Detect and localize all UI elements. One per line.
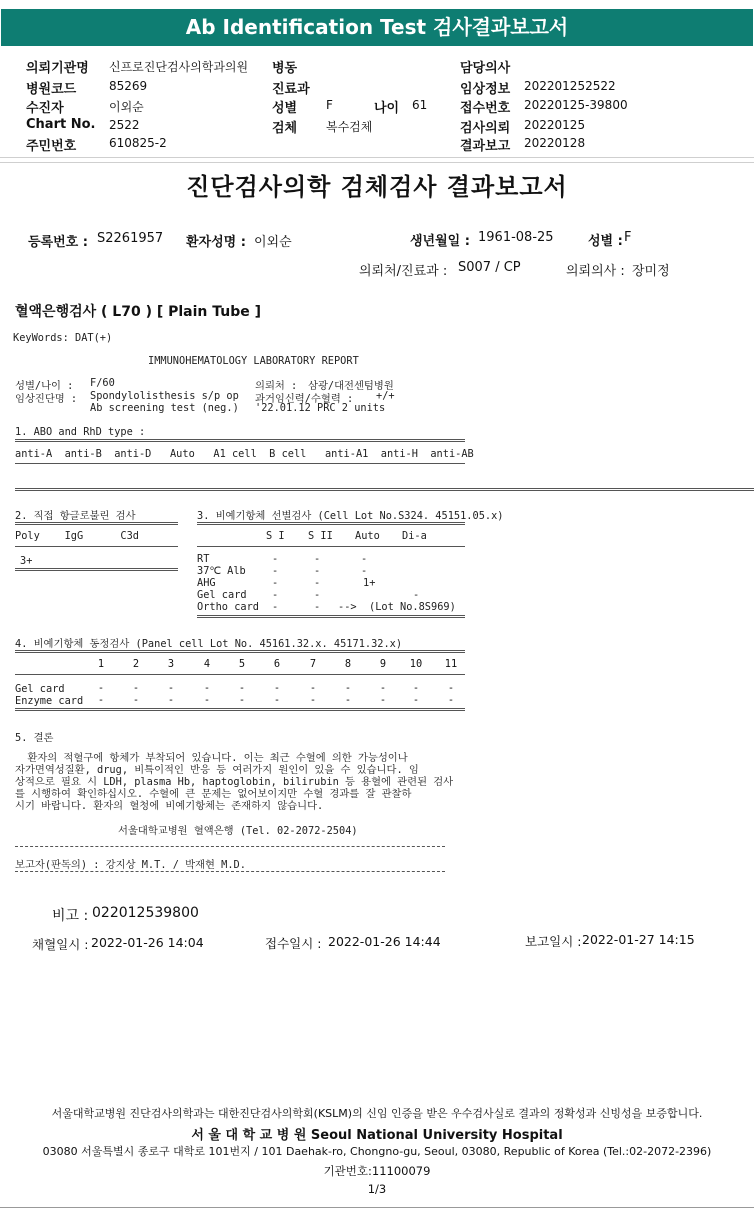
- screen-col-auto: Auto: [355, 530, 380, 542]
- divider: [15, 650, 465, 653]
- referral-label: 의뢰처 :: [255, 380, 298, 392]
- referral-value: 삼광/대전센텀병원: [308, 380, 394, 392]
- panel-cell: -: [344, 682, 352, 694]
- section-panel-title: 4. 비예기항체 동정검사 (Panel cell Lot No. 45161.32.x. 45171.32.x): [15, 638, 403, 650]
- top-bar: [0, 0, 754, 48]
- divider: [15, 871, 445, 872]
- footer-divider: [0, 1207, 754, 1208]
- divider: [15, 568, 178, 571]
- hospital-name: 서 울 대 학 교 병 원 Seoul National University Hospital: [191, 1128, 563, 1143]
- divider: [15, 488, 754, 491]
- panel-col: 9: [379, 658, 387, 670]
- screen-cell: -: [413, 589, 420, 601]
- report-value: 2022-01-27 14:15: [582, 932, 695, 947]
- panel-cell: -: [379, 694, 387, 706]
- screen-cell: -: [272, 601, 279, 613]
- receipt-value: 20220125-39800: [524, 98, 628, 112]
- conclusion-line: 상적으로 필요 시 LDH, plasma Hb, haptoglobin, bilirubin 등 용혈에 관련된 검사: [15, 776, 454, 788]
- dob-label: 생년월일 :: [410, 234, 470, 249]
- age-value: 61: [412, 98, 428, 112]
- sexage-value: F/60: [90, 377, 115, 389]
- specimen-value: 복수검체: [326, 120, 373, 134]
- panel-col: 10: [409, 658, 423, 670]
- panel-cell: -: [309, 694, 317, 706]
- panel-cell: -: [203, 682, 211, 694]
- screen-cell: -: [314, 589, 321, 601]
- divider: [15, 522, 178, 525]
- doctor-label: 담당의사: [460, 61, 511, 76]
- section-conclusion-title: 5. 결론: [15, 732, 54, 744]
- panel-cell: -: [273, 682, 281, 694]
- divider: [15, 546, 178, 547]
- screen-row-label: Gel card: [197, 589, 247, 601]
- panel-col: 1: [97, 658, 105, 670]
- divider: [15, 463, 465, 464]
- sexage-label: 성별/나이 :: [15, 380, 74, 392]
- header-divider-2: [0, 162, 754, 163]
- lab-report-title: IMMUNOHEMATOLOGY LABORATORY REPORT: [148, 355, 359, 367]
- abo-header: anti-A anti-B anti-D Auto A1 cell B cell anti-A1 anti-H anti-AB: [15, 448, 474, 460]
- ref-dept-value: S007 / CP: [458, 260, 521, 275]
- panel-col: 4: [203, 658, 211, 670]
- screen-cell: -: [272, 565, 279, 577]
- conclusion-line: 시기 바랍니다. 환자의 혈청에 비예기항체는 존재하지 않습니다.: [15, 800, 324, 812]
- screen-cell: -: [314, 601, 321, 613]
- specimen-label: 검체: [272, 121, 298, 136]
- patient-label: 수진자: [26, 101, 64, 116]
- conclusion-line: 자가면역성질환, drug, 비특이적인 반응 등 여러가지 원인이 있을 수 있습니다. 임: [15, 764, 419, 776]
- divider: [197, 546, 465, 547]
- institution-number: 기관번호:11100079: [323, 1164, 431, 1178]
- screen-col-sii: S II: [308, 530, 333, 542]
- panel-col: 7: [309, 658, 317, 670]
- screen-cell: -->: [338, 601, 357, 613]
- panel-col: 8: [344, 658, 352, 670]
- rrn-label: 주민번호: [26, 139, 77, 154]
- chart-label: Chart No.: [26, 117, 96, 132]
- history-label: 과거임신력/수혈력 :: [255, 393, 354, 405]
- panel-col: 3: [167, 658, 175, 670]
- screen-cell: -: [272, 553, 279, 565]
- panel-row-label: Enzyme card: [15, 695, 84, 707]
- screen-lot: (Lot No.8S969): [369, 601, 456, 613]
- panel-cell: -: [309, 682, 317, 694]
- dob-value: 1961-08-25: [478, 230, 554, 245]
- request-label: 검사의뢰: [460, 121, 511, 136]
- panel-col: 11: [444, 658, 458, 670]
- screen-row-label: Ortho card: [197, 601, 259, 613]
- report-banner-title: Ab Identification Test 검사결과보고서: [1, 9, 753, 46]
- ref-doctor-label: 의뢰의사 :: [566, 264, 625, 279]
- panel-col: 2: [132, 658, 140, 670]
- clinical-value: 202201252522: [524, 79, 616, 93]
- panel-cell: -: [238, 694, 246, 706]
- note-label: 비고 :: [52, 908, 89, 924]
- panel-cell: -: [132, 682, 140, 694]
- receive-label: 접수일시 :: [265, 936, 322, 951]
- divider: [15, 674, 465, 675]
- result-label: 결과보고: [460, 139, 511, 154]
- screen-row-label: 37℃ Alb: [197, 565, 246, 577]
- dept-label: 진료과: [272, 82, 310, 97]
- panel-cell: -: [447, 694, 455, 706]
- section-abo-title: 1. ABO and RhD type :: [15, 426, 146, 438]
- screen-cell: -: [272, 577, 279, 589]
- dat-header: Poly IgG C3d: [15, 530, 139, 542]
- org-label: 의뢰기관명: [26, 61, 89, 76]
- screen-row-label: AHG: [197, 577, 216, 589]
- panel-cell: -: [167, 694, 175, 706]
- panel-cell: -: [97, 682, 105, 694]
- dat-poly-value: 3+: [20, 555, 33, 567]
- panel-cell: -: [412, 682, 420, 694]
- panel-cell: -: [167, 682, 175, 694]
- sex-value: F: [326, 98, 333, 112]
- screen-cell: -: [314, 565, 321, 577]
- panel-cell: -: [412, 694, 420, 706]
- panel-col: 5: [238, 658, 246, 670]
- ref-dept-label: 의뢰처/진료과 :: [359, 264, 448, 279]
- dx-label: 임상진단명 :: [15, 393, 78, 405]
- divider: [197, 615, 465, 618]
- report-sex-label: 성별 :: [588, 234, 623, 249]
- panel-cell: -: [273, 694, 281, 706]
- clinical-label: 임상정보: [460, 82, 511, 97]
- keywords: KeyWords: DAT(+): [13, 332, 113, 344]
- receipt-label: 접수번호: [460, 101, 511, 116]
- result-value: 20220128: [524, 136, 586, 150]
- certification-text: 서울대학교병원 진단검사의학과는 대한진단검사의학회(KSLM)의 신임 인증을 받은 우수검사실로 결과의 정확성과 신빙성을 보증합니다.: [51, 1107, 703, 1120]
- header-divider: [0, 157, 754, 158]
- page-number: 1/3: [367, 1182, 387, 1196]
- screen-cell: -: [314, 577, 321, 589]
- screen-cell: 1+: [363, 577, 376, 589]
- rrn-value: 610825-2: [109, 136, 167, 150]
- report-title: 진단검사의학 검체검사 결과보고서: [186, 173, 568, 201]
- section-dat-title: 2. 직접 항글로불린 검사: [15, 510, 136, 522]
- panel-cell: -: [344, 694, 352, 706]
- hospital-address: 03080 서울특별시 종로구 대학로 101번지 / 101 Daehak-ro, Chongno-gu, Seoul, 03080, Republic of Korea (Tel.:02-2072-2396): [42, 1145, 712, 1158]
- screen-col-si: S I: [266, 530, 285, 542]
- panel-cell: -: [379, 682, 387, 694]
- reporter: 보고자(판독의) : 강지상 M.T. / 박재현 M.D.: [15, 859, 246, 871]
- reg-no-label: 등록번호 :: [28, 235, 88, 250]
- divider: [15, 708, 465, 711]
- report-sex-value: F: [624, 230, 632, 245]
- collect-label: 채혈일시 :: [32, 937, 89, 952]
- dx-value-1: Spondylolisthesis s/p op: [90, 390, 239, 402]
- dx-value-2: Ab screening test (neg.): [90, 402, 239, 414]
- conclusion-line: 를 시행하여 확인하십시오. 수혈에 큰 문제는 없어보이지만 수혈 경과를 잘 관찰하: [15, 788, 412, 800]
- report-label: 보고일시 :: [525, 934, 582, 949]
- history-value-2: '22.01.12 PRC 2 units: [255, 402, 386, 414]
- hospcode-label: 병원코드: [26, 82, 77, 97]
- panel-cell: -: [447, 682, 455, 694]
- blood-bank-contact: 서울대학교병원 혈액은행 (Tel. 02-2072-2504): [118, 825, 358, 837]
- screen-cell: -: [361, 565, 368, 577]
- section-screen-title: 3. 비예기항체 선별검사 (Cell Lot No.S324. 45151.05.x): [197, 510, 504, 522]
- divider: [197, 522, 465, 525]
- reg-no-value: S2261957: [97, 231, 164, 246]
- request-value: 20220125: [524, 118, 586, 132]
- note-value: 022012539800: [92, 905, 199, 921]
- collect-value: 2022-01-26 14:04: [91, 935, 204, 950]
- test-title: 혈액은행검사 ( L70 ) [ Plain Tube ]: [15, 304, 262, 320]
- patient-name-label: 환자성명 :: [186, 235, 246, 250]
- panel-cell: -: [97, 694, 105, 706]
- screen-cell: -: [361, 553, 368, 565]
- ref-doctor-value: 장미정: [632, 264, 670, 279]
- patient-value: 이외순: [109, 100, 144, 114]
- patient-name-value: 이외순: [254, 235, 292, 250]
- screen-cell: -: [314, 553, 321, 565]
- divider: [15, 439, 465, 442]
- chart-value: 2522: [109, 118, 140, 132]
- panel-cell: -: [203, 694, 211, 706]
- age-label: 나이: [374, 101, 400, 116]
- screen-cell: -: [272, 589, 279, 601]
- divider: [15, 846, 445, 847]
- screen-col-dia: Di-a: [402, 530, 427, 542]
- receive-value: 2022-01-26 14:44: [328, 934, 441, 949]
- ward-label: 병동: [272, 61, 298, 76]
- conclusion-line: 환자의 적혈구에 항체가 부착되어 있습니다. 이는 최근 수혈에 의한 가능성이나: [15, 752, 408, 764]
- hospcode-value: 85269: [109, 79, 148, 93]
- panel-row-label: Gel card: [15, 683, 65, 695]
- org-value: 신프로진단검사의학과의원: [109, 60, 249, 74]
- panel-col: 6: [273, 658, 281, 670]
- screen-row-label: RT: [197, 553, 210, 565]
- panel-cell: -: [238, 682, 246, 694]
- panel-cell: -: [132, 694, 140, 706]
- history-value: +/+: [376, 390, 395, 402]
- sex-label: 성별: [272, 101, 298, 116]
